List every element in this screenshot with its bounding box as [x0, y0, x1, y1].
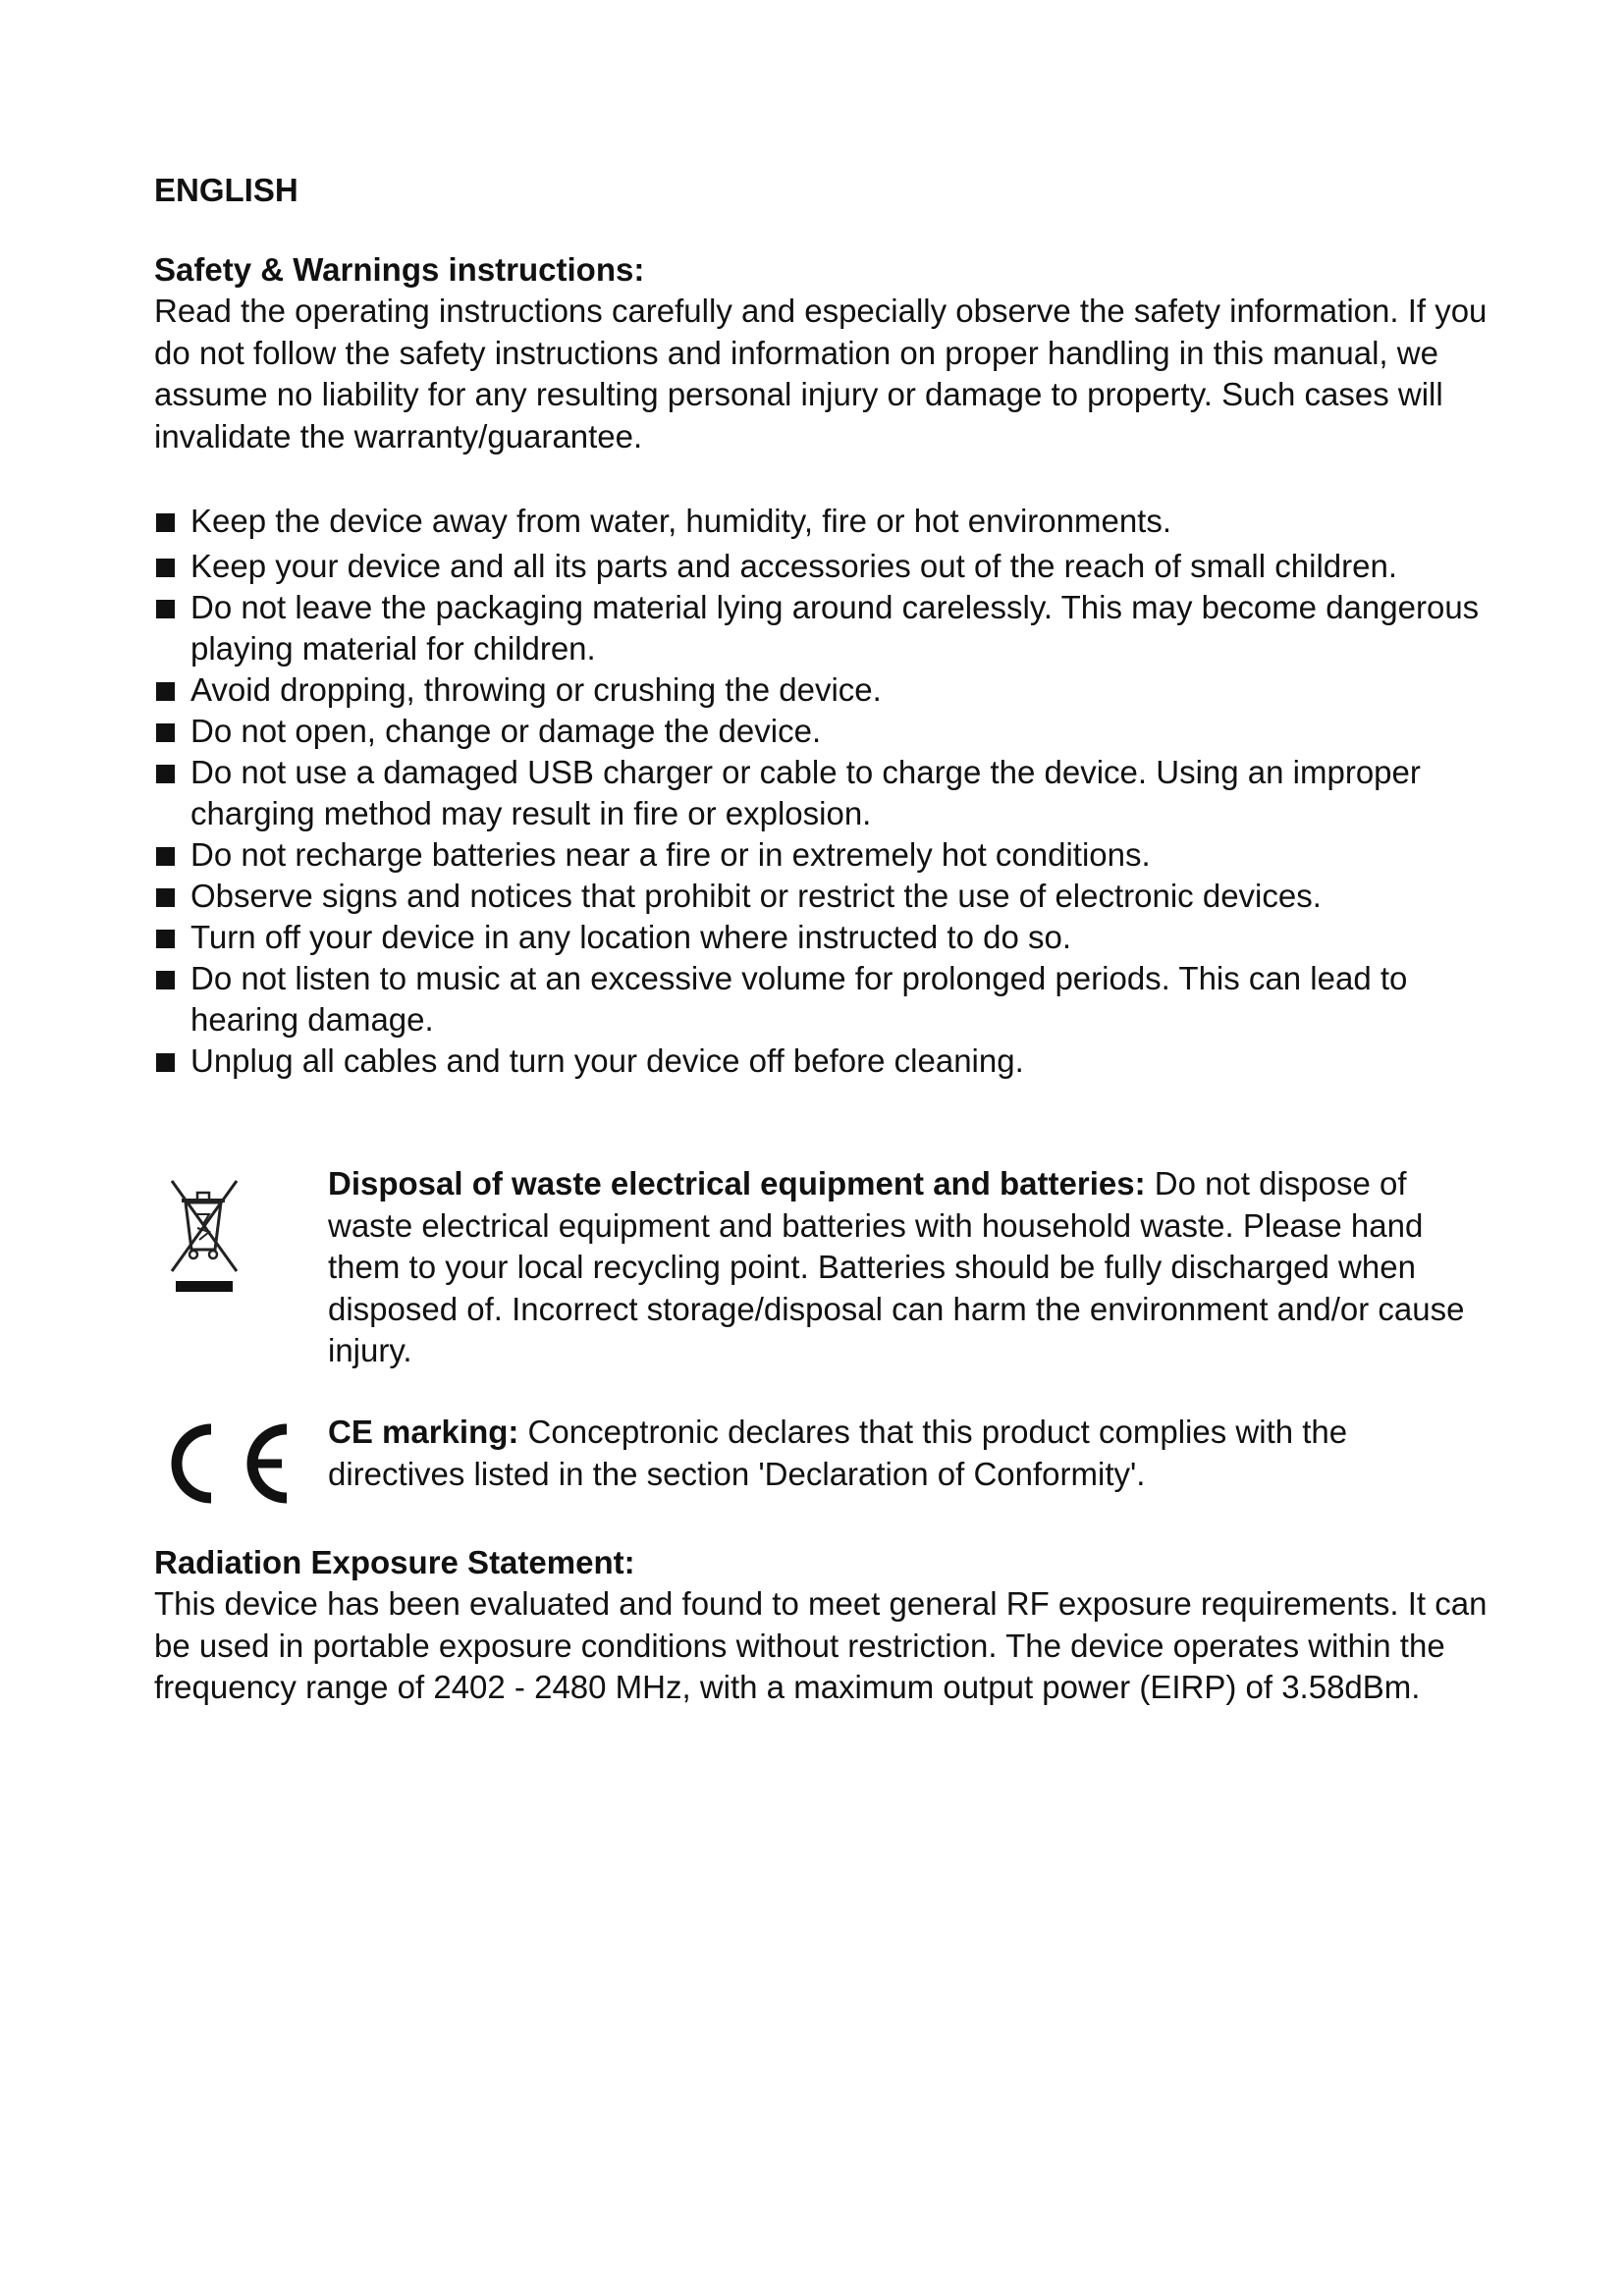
list-item [154, 711, 1489, 752]
list-item [154, 834, 1489, 876]
list-item [154, 1041, 1489, 1082]
list-item [154, 958, 1489, 1041]
list-item [154, 587, 1489, 669]
square-bullet-icon [156, 682, 175, 701]
bullet-text: Do not recharge batteries near a fire or in extremely hot conditions. [190, 836, 1151, 873]
list-item [154, 917, 1489, 958]
ce-text [328, 1412, 1487, 1495]
radiation-heading: Radiation Exposure Statement: [154, 1544, 635, 1580]
radiation-text: This device has been evaluated and found to meet general RF exposure requirements. It can be used in portable exposure conditions without restriction. The device operates within the frequency range of 2402 - 2480 MHz, with a maximum output power (EIRP) of 3.58dBm. [154, 1585, 1488, 1705]
bullet-text: Do not open, change or damage the device. [190, 713, 822, 749]
bullet-text: Do not leave the packaging material lying around carelessly. This may become dangerous playing material for children. [190, 589, 1480, 667]
list-item [154, 501, 1489, 542]
safety-bullet-list [154, 501, 1489, 1082]
bullet-text: Avoid dropping, throwing or crushing the device. [190, 671, 882, 708]
bullet-text: Turn off your device in any location where instructed to do so. [190, 919, 1071, 955]
square-bullet-icon [156, 513, 175, 532]
disposal-notice [154, 1163, 1489, 1389]
ce-notice [154, 1412, 1489, 1510]
ce-mark-icon [154, 1412, 301, 1515]
square-bullet-icon [156, 765, 175, 783]
bullet-text: Observe signs and notices that prohibit or restrict the use of electronic devices. [190, 878, 1322, 914]
list-item [154, 752, 1489, 834]
safety-heading: Safety & Warnings instructions: [154, 251, 645, 288]
bullet-text: Do not use a damaged USB charger or cable to charge the device. Using an improper charging method may result in fire or explosion. [190, 754, 1421, 831]
weee-crossed-bin-icon [154, 1163, 252, 1306]
bullet-text: Keep the device away from water, humidity, fire or hot environments. [190, 503, 1172, 539]
square-bullet-icon [156, 723, 175, 742]
bullet-text: Do not listen to music at an excessive volume for prolonged periods. This can lead to hearing damage. [190, 960, 1408, 1038]
square-bullet-icon [156, 888, 175, 907]
list-item [154, 876, 1489, 917]
square-bullet-icon [156, 1053, 175, 1072]
disposal-label: Disposal of waste electrical equipment and batteries: [328, 1165, 1146, 1201]
bullet-text: Keep your device and all its parts and accessories out of the reach of small children. [190, 548, 1397, 584]
list-item [154, 669, 1489, 711]
disposal-body: Do not dispose of waste electrical equipment and batteries with household waste. Please hand them to your local recycling point. Batteries should be fully discharged when disposed of. Incorrect storage/disposal can harm the environment and/or cause injury. [328, 1165, 1465, 1368]
square-bullet-icon [156, 930, 175, 948]
bullet-text: Unplug all cables and turn your device off before cleaning. [190, 1042, 1024, 1079]
disposal-text [328, 1163, 1487, 1372]
language-heading: ENGLISH [154, 172, 298, 208]
list-item [154, 546, 1489, 587]
square-bullet-icon [156, 847, 175, 866]
safety-section [154, 249, 1489, 457]
square-bullet-icon [156, 559, 175, 577]
square-bullet-icon [156, 600, 175, 618]
safety-intro: Read the operating instructions carefully and especially observe the safety information. If you do not follow the safety instructions and information on proper handling in this manual, we assume no liability for any resulting personal injury or damage to property. Such cases will invalidate the warranty/guarantee. [154, 293, 1488, 454]
ce-body: Conceptronic declares that this product complies with the directives listed in the section 'Declaration of Conformity'. [328, 1414, 1348, 1492]
square-bullet-icon [156, 971, 175, 989]
radiation-section [154, 1542, 1489, 1709]
ce-label: CE marking: [328, 1414, 519, 1450]
